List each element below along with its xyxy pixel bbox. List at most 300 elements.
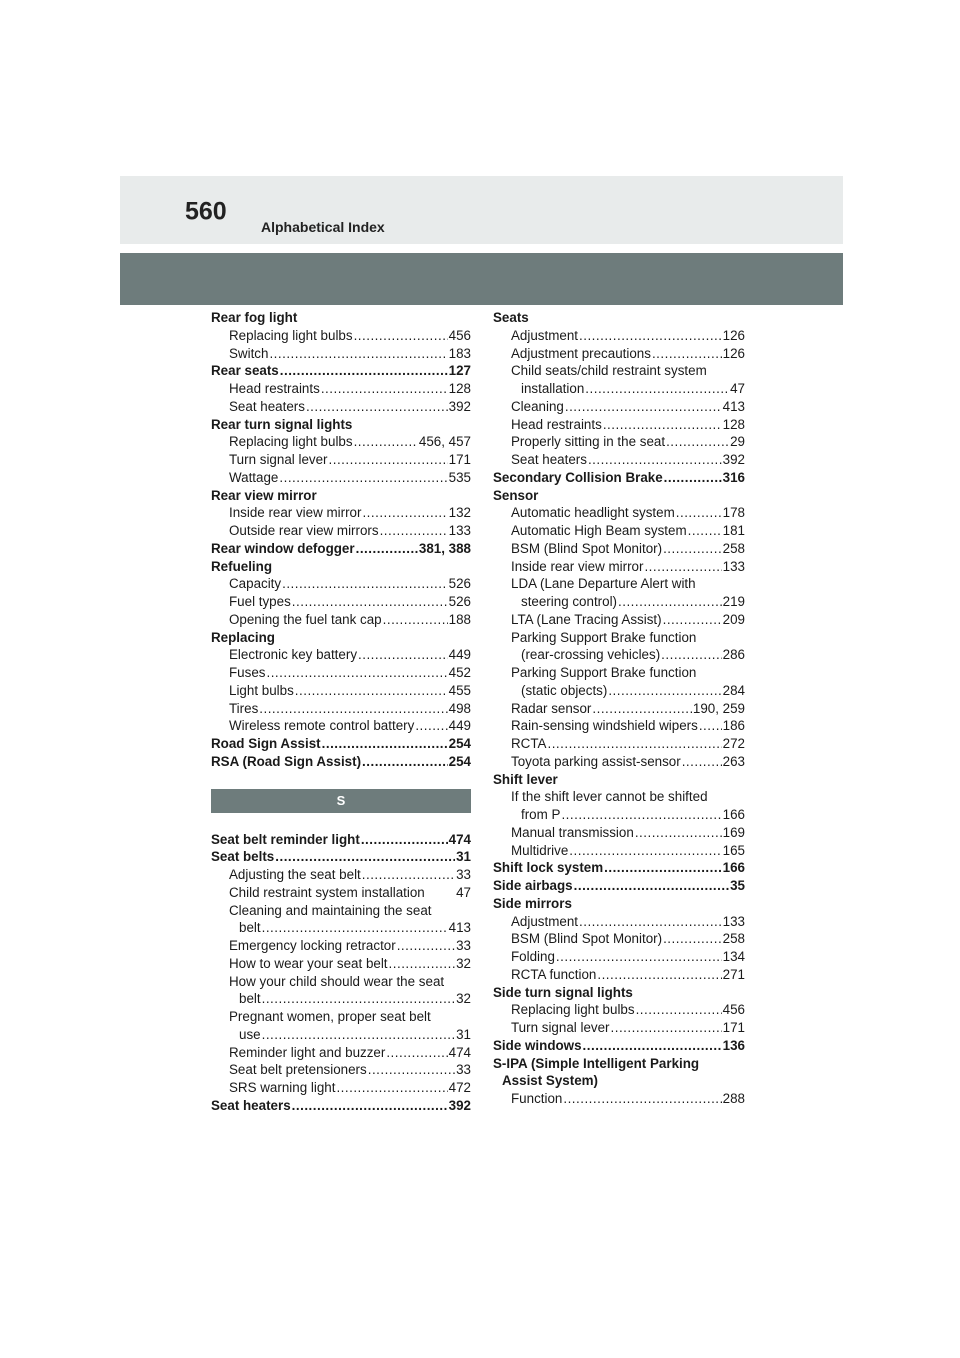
dot-leader (280, 362, 448, 380)
index-entry (211, 362, 471, 380)
index-entry (211, 522, 471, 540)
index-entry (211, 1061, 471, 1079)
index-entry-page: 288 (722, 1091, 745, 1106)
index-entry-page: 181 (722, 523, 745, 538)
index-entry-label: Seat belt reminder light (211, 831, 360, 847)
index-entry (493, 700, 745, 718)
index-entry-page: 535 (448, 469, 471, 485)
index-entry-label: Parking Support Brake function (511, 665, 697, 680)
dot-leader (563, 1090, 721, 1108)
index-entry-label: Fuses (229, 665, 266, 680)
index-entry-page: 271 (722, 966, 745, 982)
index-entry-label: Switch (229, 345, 269, 361)
index-entry-page: 452 (448, 665, 471, 680)
dot-leader (666, 433, 729, 451)
header-divider-band (120, 253, 843, 305)
index-column-right (493, 309, 745, 1108)
index-entry-page: 498 (448, 700, 471, 716)
dot-leader (611, 1019, 722, 1037)
dot-leader (676, 504, 722, 522)
index-entry (211, 416, 471, 434)
index-entry-page: 47 (456, 884, 471, 900)
dot-leader (262, 990, 456, 1008)
dot-leader (661, 646, 722, 664)
index-entry-label: Replacing light bulbs (229, 327, 353, 343)
index-entry-label: Adjustment (511, 913, 578, 929)
index-entry-label: (static objects) (521, 682, 608, 698)
dot-leader (547, 735, 721, 753)
index-entry (493, 913, 745, 931)
dot-leader (306, 398, 448, 416)
dot-leader (358, 646, 448, 664)
index-entry (493, 717, 745, 735)
index-entry-page: 258 (722, 931, 745, 947)
index-entry (211, 504, 471, 522)
dot-leader (699, 717, 722, 735)
index-entry (493, 859, 745, 877)
index-entry-label: from P (521, 807, 561, 822)
index-entry-label: Properly sitting in the seat (511, 434, 666, 450)
index-entry-label: BSM (Blind Spot Monitor) (511, 540, 663, 556)
index-entry (211, 1097, 471, 1115)
dot-leader (608, 682, 721, 700)
index-entry-page: 381, 388 (418, 540, 471, 556)
index-entry-page: 183 (448, 345, 471, 361)
index-entry-label: RCTA (511, 736, 547, 751)
index-entry-page: 254 (448, 753, 471, 769)
index-entry-page: 178 (722, 505, 745, 521)
index-entry-label: Road Sign Assist (211, 736, 321, 751)
index-entry-label: Wattage (229, 469, 279, 485)
index-entry-page: 166 (722, 860, 745, 876)
dot-leader (592, 700, 691, 718)
dot-leader (644, 558, 721, 576)
dot-leader (636, 1001, 722, 1019)
index-entry-page: 32 (456, 955, 471, 971)
index-entry-label: RSA (Road Sign Assist) (211, 753, 362, 769)
index-entry-page: 449 (448, 718, 471, 734)
index-entry-label: Function (511, 1091, 563, 1106)
index-entry-page: 133 (722, 913, 745, 929)
dot-leader (569, 842, 721, 860)
dot-leader (618, 593, 722, 611)
index-entry (211, 937, 471, 955)
index-entry-label: Child restraint system installation (229, 884, 425, 900)
index-entry (493, 558, 745, 576)
index-entry-page: 456 (722, 1002, 745, 1018)
page-number: 560 (185, 197, 227, 226)
index-entry (211, 646, 471, 664)
dot-leader (336, 1079, 447, 1097)
dot-leader (383, 611, 448, 629)
dot-leader (262, 919, 448, 937)
index-entry (211, 884, 471, 902)
index-entry-label: RCTA function (511, 966, 597, 982)
index-entry (493, 487, 745, 505)
dot-leader (579, 327, 722, 345)
dot-leader (389, 955, 456, 973)
index-entry (211, 433, 471, 451)
index-entry-page: 132 (448, 505, 471, 521)
index-entry (493, 611, 745, 629)
dot-leader (556, 948, 722, 966)
dot-leader (579, 913, 722, 931)
index-entry (493, 575, 745, 593)
index-entry-page: 31 (456, 849, 471, 865)
index-entry-label: SRS warning light (229, 1080, 336, 1095)
index-entry (493, 362, 745, 380)
index-entry (211, 735, 471, 753)
index-column-left (211, 309, 471, 1115)
dot-leader (603, 416, 722, 434)
index-entry-label: BSM (Blind Spot Monitor) (511, 931, 663, 947)
index-entry (493, 593, 745, 611)
dot-leader (597, 966, 721, 984)
index-entry (211, 398, 471, 416)
index-entry (493, 1019, 745, 1037)
index-entry-page: 126 (722, 327, 745, 343)
index-entry-page: 128 (448, 381, 471, 396)
index-entry-label: Seat heaters (511, 452, 587, 467)
dot-leader (321, 380, 448, 398)
index-entry-label: Capacity (229, 576, 282, 592)
index-entry (493, 398, 745, 416)
index-entry-page: 186 (722, 718, 745, 734)
index-entry (211, 629, 471, 647)
index-entry-label: Reminder light and buzzer (229, 1044, 386, 1060)
index-entry (211, 540, 471, 558)
index-entry-label: Inside rear view mirror (511, 558, 644, 574)
index-entry-page: 188 (448, 611, 471, 627)
index-entry-label: Child seats/child restraint system (511, 363, 707, 379)
index-entry-label: Folding (511, 949, 555, 964)
index-entry-page: 456 (448, 327, 471, 343)
index-entry (493, 771, 745, 789)
header-band (120, 176, 843, 244)
dot-leader (380, 522, 448, 540)
index-entry-label: Head restraints (229, 381, 320, 396)
index-entry-page: 33 (456, 1062, 471, 1078)
index-entry (211, 611, 471, 629)
index-entry-page: 263 (722, 753, 745, 769)
index-entry (211, 919, 471, 937)
index-entry-page: 209 (722, 611, 745, 627)
index-entry-page: 258 (722, 540, 745, 556)
index-entry-label: Pregnant women, proper seat belt (229, 1009, 431, 1024)
index-entry-label: Shift lever (493, 771, 558, 787)
dot-leader (295, 682, 448, 700)
index-list-s-continued (493, 309, 745, 1108)
index-entry-label: Radar sensor (511, 700, 592, 716)
section-title: Alphabetical Index (261, 219, 385, 235)
dot-leader (561, 806, 721, 824)
index-entry-label: Emergency locking retractor (229, 938, 396, 953)
index-entry-page: 474 (448, 831, 471, 847)
dot-leader (688, 522, 722, 540)
index-entry-label: Electronic key battery (229, 647, 358, 663)
index-entry (211, 593, 471, 611)
index-entry (493, 504, 745, 522)
index-entry-page: 33 (456, 867, 471, 882)
dot-leader (329, 451, 448, 469)
index-entry-label: (rear-crossing vehicles) (521, 647, 661, 663)
dot-leader (574, 877, 729, 895)
index-entry-page: 413 (722, 398, 745, 414)
index-entry-label: Toyota parking assist-sensor (511, 753, 681, 769)
index-entry-label: Replacing light bulbs (511, 1002, 635, 1018)
index-entry (211, 558, 471, 576)
dot-leader (635, 824, 722, 842)
index-entry-page: 316 (722, 469, 745, 485)
dot-leader (583, 1037, 722, 1055)
index-entry-label: Inside rear view mirror (229, 505, 362, 521)
index-entry-page: 284 (722, 682, 745, 698)
dot-leader (585, 380, 729, 398)
index-entry-page: 136 (722, 1037, 745, 1053)
index-entry-label: belt (239, 991, 261, 1007)
index-entry (211, 831, 471, 849)
index-entry (211, 990, 471, 1008)
index-entry-label: How to wear your seat belt (229, 955, 388, 971)
index-entry (493, 824, 745, 842)
dot-leader (663, 540, 722, 558)
index-entry-page: 392 (722, 452, 745, 467)
index-entry-label: Adjustment precautions (511, 345, 651, 361)
dot-leader (565, 398, 722, 416)
dot-leader (415, 717, 447, 735)
index-entry (211, 682, 471, 700)
index-entry-label: Cleaning (511, 398, 564, 414)
index-entry-page: 133 (722, 558, 745, 574)
index-entry-page: 190, 259 (692, 700, 745, 716)
index-entry (493, 522, 745, 540)
index-entry-page: 127 (448, 363, 471, 379)
dot-leader (275, 848, 455, 866)
index-entry-label: Turn signal lever (511, 1020, 610, 1035)
index-entry-page: 392 (448, 1097, 471, 1113)
index-entry-page: 33 (456, 938, 471, 953)
index-entry (493, 416, 745, 434)
index-list-r (211, 309, 471, 771)
index-entry-label: Rear view mirror (211, 487, 317, 503)
index-entry (493, 345, 745, 363)
index-entry-page: 133 (448, 523, 471, 538)
index-entry-page: 219 (722, 594, 745, 609)
dot-leader (322, 735, 448, 753)
index-entry (211, 955, 471, 973)
index-entry (493, 930, 745, 948)
dot-leader (262, 1026, 456, 1044)
index-entry-page: 272 (722, 736, 745, 751)
index-entry-label: Multidrive (511, 842, 569, 858)
index-entry-page: 413 (448, 920, 471, 936)
index-entry (211, 1008, 471, 1026)
index-entry (493, 433, 745, 451)
index-entry (211, 469, 471, 487)
index-entry-page: 472 (448, 1080, 471, 1095)
index-entry-page: 526 (448, 576, 471, 592)
index-entry-label: Seat heaters (211, 1097, 291, 1113)
index-entry (211, 848, 471, 866)
index-entry-page: 128 (722, 416, 745, 432)
index-entry (211, 380, 471, 398)
index-entry (493, 984, 745, 1002)
index-entry-label: steering control) (521, 594, 618, 609)
index-entry (493, 629, 745, 647)
index-list-s (211, 831, 471, 1115)
index-entry-label: Side mirrors (493, 895, 572, 911)
index-entry (493, 380, 745, 398)
dot-leader (362, 504, 447, 522)
index-entry (493, 948, 745, 966)
index-entry (211, 451, 471, 469)
index-entry-page: 31 (456, 1026, 471, 1042)
index-entry-label: Sensor (493, 487, 539, 503)
dot-leader (292, 1097, 448, 1115)
index-entry-label: Automatic headlight system (511, 505, 675, 521)
index-entry (211, 1044, 471, 1062)
index-entry (493, 327, 745, 345)
index-entry-page: 526 (448, 594, 471, 609)
index-entry-page: 449 (448, 647, 471, 663)
index-entry (493, 735, 745, 753)
index-entry-label: LDA (Lane Departure Alert with (511, 576, 696, 592)
dot-leader (386, 1044, 447, 1062)
index-entry-label: Side turn signal lights (493, 984, 633, 1000)
index-entry-label: Turn signal lever (229, 452, 328, 467)
dot-leader (361, 831, 448, 849)
dot-leader (362, 753, 448, 771)
index-entry-label: Seat heaters (229, 398, 305, 414)
index-entry (211, 973, 471, 991)
index-entry-label: Rear fog light (211, 310, 298, 325)
index-entry (211, 309, 471, 327)
index-entry-label: LTA (Lane Tracing Assist) (511, 611, 662, 627)
index-entry-label: Side windows (493, 1037, 582, 1053)
dot-leader (664, 469, 722, 487)
index-entry-page: 169 (722, 824, 745, 840)
dot-leader (356, 540, 418, 558)
dot-leader (368, 1061, 455, 1079)
index-entry (493, 646, 745, 664)
index-entry-label: S-IPA (Simple Intelligent Parking (493, 1055, 700, 1071)
index-entry (493, 1090, 745, 1108)
index-entry-label: Assist System) (502, 1073, 599, 1089)
index-entry-label: Replacing (211, 629, 275, 645)
index-entry (493, 753, 745, 771)
index-entry-label: Automatic High Beam system (511, 523, 687, 538)
index-entry (493, 1055, 745, 1073)
index-entry-page: 474 (448, 1044, 471, 1060)
index-entry-label: If the shift lever cannot be shifted (511, 789, 708, 805)
index-entry-page: 29 (730, 434, 745, 450)
index-entry-page: 32 (456, 991, 471, 1007)
index-entry-label: Refueling (211, 558, 273, 574)
index-entry (211, 1079, 471, 1097)
index-entry-label: Light bulbs (229, 682, 294, 698)
index-entry (493, 540, 745, 558)
index-entry (211, 753, 471, 771)
dot-leader (604, 859, 722, 877)
index-entry-label: How your child should wear the seat (229, 973, 445, 989)
index-entry-label: Adjustment (511, 327, 578, 343)
index-entry-label: Outside rear view mirrors (229, 523, 379, 538)
index-entry (493, 966, 745, 984)
dot-leader (259, 700, 447, 718)
index-entry-label: belt (239, 920, 261, 936)
index-entry (493, 1001, 745, 1019)
index-entry-page: 47 (730, 381, 745, 396)
index-entry (493, 1072, 745, 1090)
dot-leader (682, 753, 722, 771)
index-entry-label: Rear window defogger (211, 540, 355, 556)
index-entry (493, 682, 745, 700)
index-entry (493, 842, 745, 860)
dot-leader (354, 327, 448, 345)
index-entry-page: 126 (722, 345, 745, 361)
index-entry (211, 327, 471, 345)
index-entry-page: 35 (730, 878, 745, 893)
index-entry-label: Secondary Collision Brake (493, 469, 663, 485)
index-entry (211, 700, 471, 718)
index-entry-label: installation (521, 381, 585, 396)
dot-leader (652, 345, 722, 363)
index-entry-label: Rain-sensing windshield wipers (511, 718, 698, 734)
index-entry (493, 895, 745, 913)
dot-leader (279, 469, 447, 487)
index-entry-label: Manual transmission (511, 824, 634, 840)
index-entry-label: Adjusting the seat belt (229, 867, 361, 882)
index-entry (211, 902, 471, 920)
index-entry-page: 456, 457 (418, 434, 471, 450)
dot-leader (663, 930, 722, 948)
index-entry-label: Rear seats (211, 363, 279, 379)
index-entry-page: 134 (722, 949, 745, 964)
index-entry-label: Fuel types (229, 594, 291, 609)
index-entry (211, 575, 471, 593)
index-entry-label: Head restraints (511, 416, 602, 432)
index-entry (211, 345, 471, 363)
dot-leader (292, 593, 448, 611)
dot-leader (269, 345, 447, 363)
index-entry-label: Shift lock system (493, 860, 604, 876)
index-entry-label: use (239, 1026, 261, 1042)
dot-leader (397, 937, 455, 955)
index-entry (493, 469, 745, 487)
index-entry (493, 877, 745, 895)
index-entry (493, 1037, 745, 1055)
index-entry-label: Seat belts (211, 849, 275, 865)
index-entry-label: Tires (229, 700, 259, 716)
index-entry (211, 664, 471, 682)
index-entry-label: Seats (493, 310, 529, 325)
dot-leader (282, 575, 448, 593)
dot-leader (663, 611, 722, 629)
dot-leader (362, 866, 455, 884)
index-entry-label: Side airbags (493, 878, 573, 893)
index-entry-label: Wireless remote control battery (229, 718, 415, 734)
index-entry-label: Parking Support Brake function (511, 629, 697, 645)
index-entry (211, 866, 471, 884)
index-entry (493, 451, 745, 469)
index-entry (493, 806, 745, 824)
index-entry-page: 392 (448, 398, 471, 414)
letter-divider-s: S (211, 789, 471, 813)
index-entry-page: 166 (722, 807, 745, 822)
index-entry (211, 1026, 471, 1044)
index-entry (211, 487, 471, 505)
index-entry-page: 171 (448, 452, 471, 467)
